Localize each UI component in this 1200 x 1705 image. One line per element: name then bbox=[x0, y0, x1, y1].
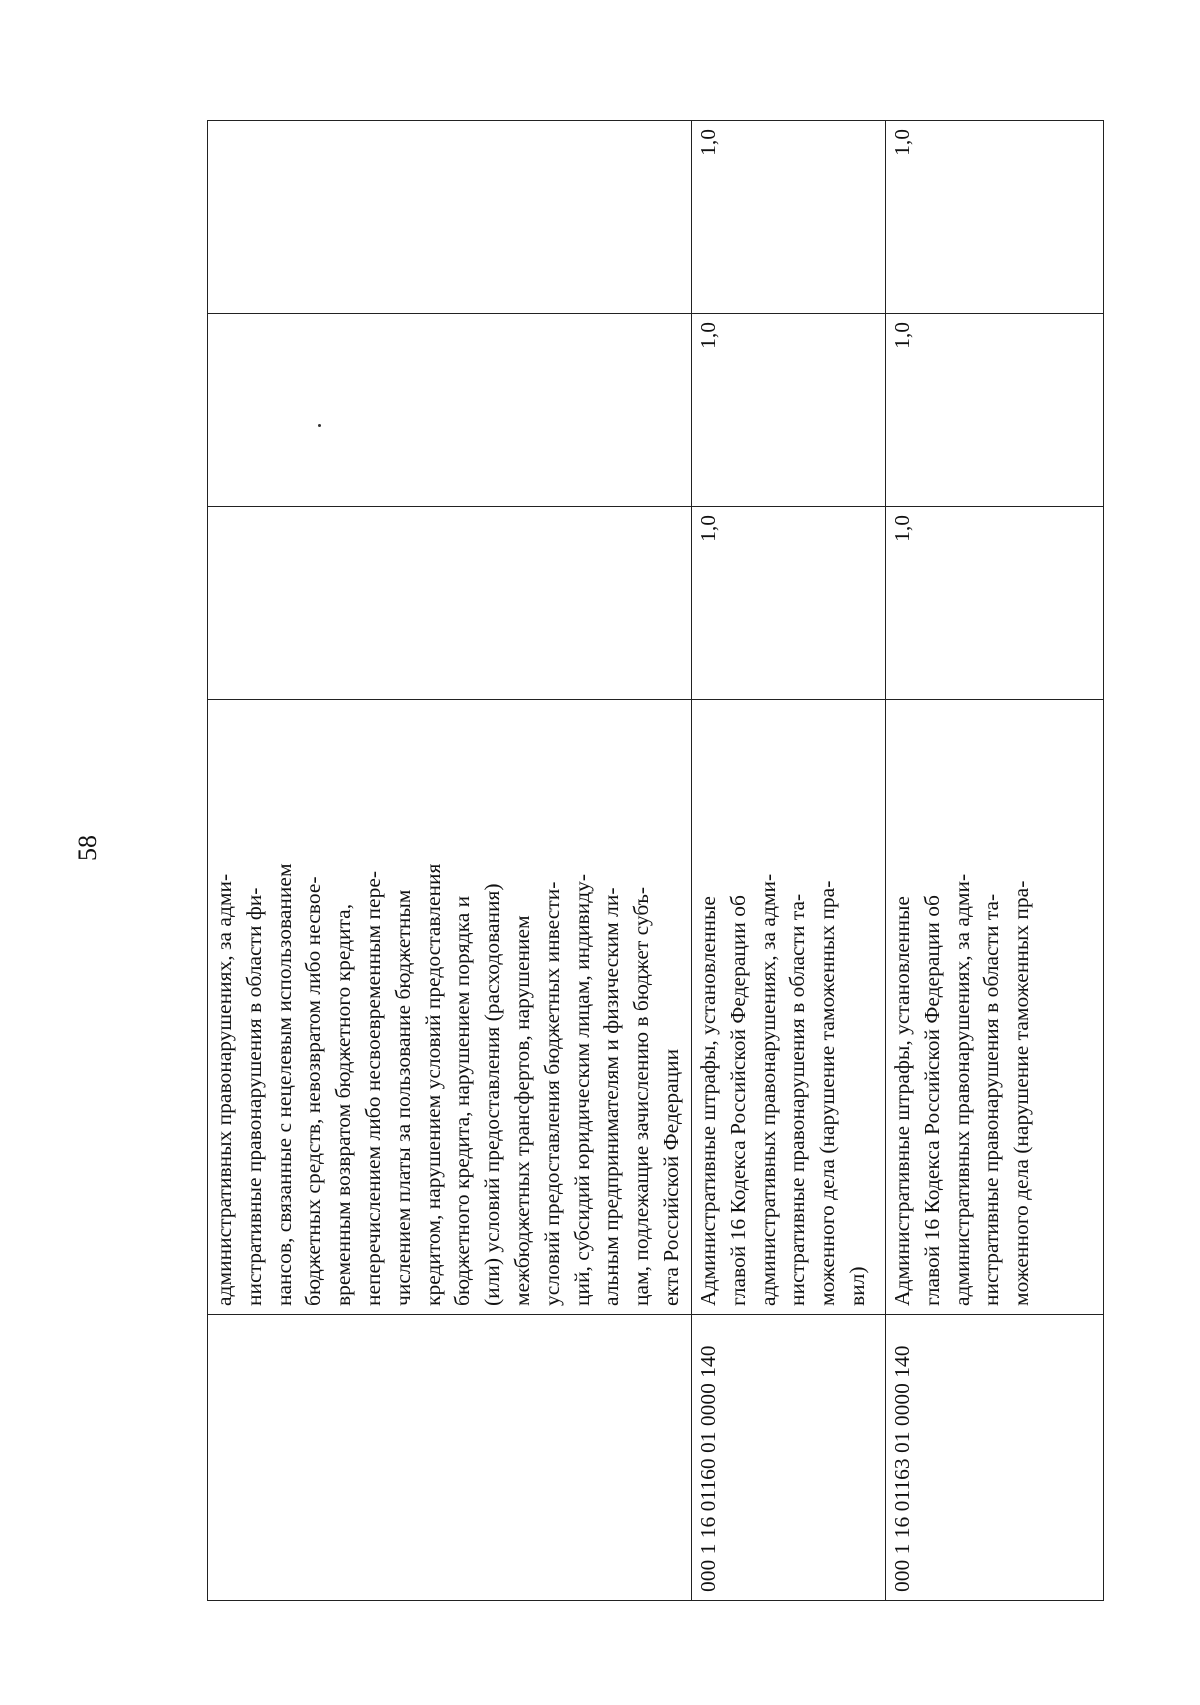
value-cell-year-2 bbox=[208, 314, 692, 507]
table-row bbox=[692, 121, 886, 1601]
rotated-table-container bbox=[207, 121, 1103, 1601]
description-line: ций, субсидий юридическим лицам, индивиду- bbox=[569, 873, 594, 1306]
description-line: Административные штрафы, установленные bbox=[696, 896, 720, 1306]
description-line: нистративные правонарушения в области та- bbox=[979, 893, 1004, 1306]
description-line: главой 16 Кодекса Российской Федерации об bbox=[725, 895, 750, 1306]
value-cell-year-1 bbox=[208, 507, 692, 700]
description-line: неперечислением либо несвоевременным пере- bbox=[360, 870, 385, 1306]
description-line: Административные штрафы, установленные bbox=[890, 896, 914, 1306]
description-line: нансов, связанные с нецелевым использованием bbox=[271, 863, 296, 1306]
value-cell-year-3: 1,0 bbox=[886, 121, 1104, 314]
description-cell bbox=[692, 700, 886, 1315]
description-cell bbox=[208, 700, 692, 1315]
description-line: межбюджетных трансфертов, нарушением bbox=[509, 915, 534, 1306]
description-line: административных правонарушениях, за адми- bbox=[755, 873, 780, 1306]
page-number: 58 bbox=[73, 835, 102, 861]
description-cell bbox=[886, 700, 1104, 1315]
description-line: моженного дела (нарушение таможенных пра- bbox=[1009, 880, 1034, 1306]
description-line: бюджетного кредита, нарушением порядка и bbox=[450, 895, 475, 1306]
table-row bbox=[208, 121, 692, 1601]
description-line: екта Российской Федерации bbox=[658, 1048, 683, 1306]
description-line: бюджетных средств, невозвратом либо несвое- bbox=[301, 876, 326, 1306]
value-cell-year-3 bbox=[208, 121, 692, 314]
value-cell-year-2: 1,0 bbox=[886, 314, 1104, 507]
value-cell-year-1: 1,0 bbox=[886, 507, 1104, 700]
scan-artifact-dot bbox=[318, 424, 321, 427]
description-line: альным предпринимателям и физическим ли- bbox=[599, 887, 624, 1306]
revenue-code-cell: 000 1 16 01163 01 0000 140 bbox=[886, 1315, 1104, 1601]
description-line: административных правонарушениях, за адми- bbox=[949, 873, 974, 1306]
description-line: (или) условий предоставления (расходования) bbox=[480, 883, 505, 1306]
description-line: временным возвратом бюджетного кредита, bbox=[331, 903, 356, 1306]
description-line: цам, подлежащие зачислению в бюджет субъ- bbox=[629, 886, 654, 1306]
revenue-code-cell bbox=[208, 1315, 692, 1601]
description-line: моженного дела (нарушение таможенных пра- bbox=[815, 880, 840, 1306]
description-line: нистративные правонарушения в области та- bbox=[785, 893, 810, 1306]
description-line: числением платы за пользование бюджетным bbox=[390, 889, 415, 1306]
value-cell-year-1: 1,0 bbox=[692, 507, 886, 700]
description-line: кредитом, нарушением условий предоставления bbox=[420, 863, 445, 1306]
revenue-code-cell: 000 1 16 01160 01 0000 140 bbox=[692, 1315, 886, 1601]
budget-revenue-table bbox=[207, 120, 1104, 1601]
value-cell-year-2: 1,0 bbox=[692, 314, 886, 507]
description-line: главой 16 Кодекса Российской Федерации об bbox=[919, 895, 944, 1306]
description-line: условий предоставления бюджетных инвести- bbox=[539, 881, 564, 1306]
description-line: вил) bbox=[844, 1266, 869, 1306]
value-cell-year-3: 1,0 bbox=[692, 121, 886, 314]
description-line: административных правонарушениях, за адми- bbox=[212, 873, 236, 1306]
table-row bbox=[886, 121, 1104, 1601]
description-line: нистративные правонарушения в области фи- bbox=[241, 887, 266, 1306]
